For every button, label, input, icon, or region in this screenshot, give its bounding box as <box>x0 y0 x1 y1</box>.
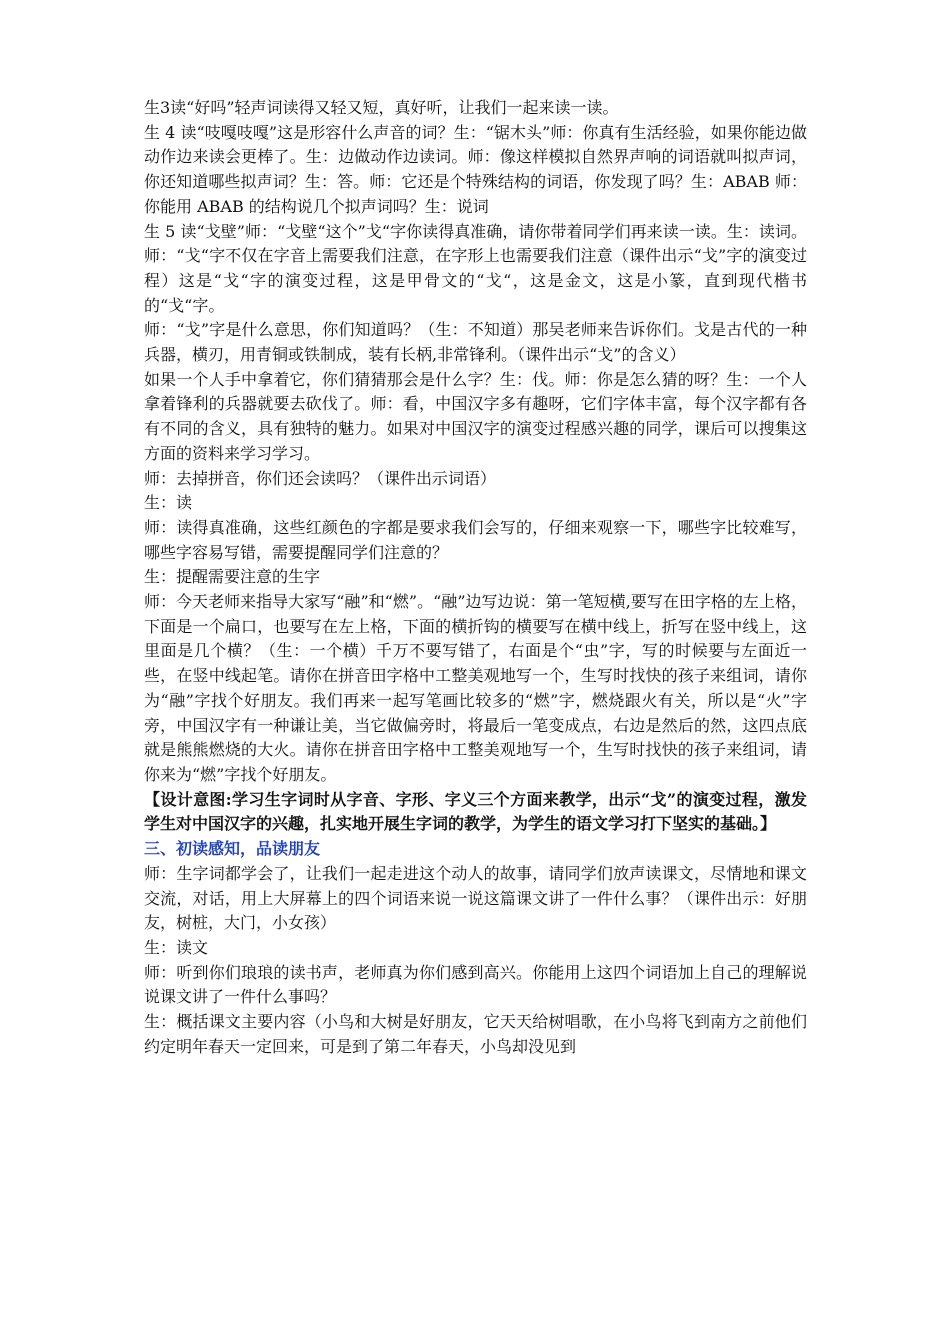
paragraph: 生：概括课文主要内容（小鸟和大树是好朋友，它天天给树唱歌，在小鸟将飞到南方之前他们约定明年春天一定回来，可是到了第二年春天，小鸟却没见到 <box>144 1012 807 1056</box>
paragraph: 生：读 <box>144 493 193 513</box>
paragraph: 如果一个人手中拿着它，你们猜猜那会是什么字？生：伐。师：你是怎么猜的呀？生：一个人拿着锋利的兵器就要去砍伐了。师：看，中国汉字多有趣呀，它们字体丰富，每个汉字都有各有不同的含义，具有独特的魅力。如果对中国汉字的演变过程感兴趣的同学，课后可以搜集这方面的资料来学习学习。 <box>144 369 807 463</box>
paragraph: 师：听到你们琅琅的读书声，老师真为你们感到高兴。你能用上这四个词语加上自己的理解说说课文讲了一件什么事吗？ <box>144 962 807 1007</box>
paragraph: 师：生字词都学会了，让我们一起走进这个动人的故事，请同学们放声读课文，尽情地和课文交流，对话，用上大屏幕上的四个词语来说一说这篇课文讲了一件什么事？（课件出示：好朋友，树桩，大门，小女孩） <box>144 863 807 933</box>
paragraph: 师：读得真准确，这些红颜色的字都是要求我们会写的，仔细来观察一下，哪些字比较难写，哪些字容易写错，需要提醒同学们注意的？ <box>144 517 807 562</box>
paragraph: 师：“戈”字是什么意思，你们知道吗？（生：不知道）那吴老师来告诉你们。戈是古代的一种兵器，横刃，用青铜或铁制成，装有长柄,非常锋利。（课件出示“戈”的含义） <box>144 320 807 365</box>
paragraph: 师：去掉拼音，你们还会读吗？（课件出示词语） <box>144 468 497 488</box>
paragraph: 生 5 读“戈壁”师：“戈壁“这个”戈“字你读得真准确，请你带着同学们再来读一读。生：读词。师：“戈“字不仅在字音上需要我们注意，在字形上也需要我们注意（课件出示“戈”字的演变过程）这是“戈“字的演变过程，这是甲骨文的“戈“，这是金文，这是小篆，直到现代楷书的“戈“字。 <box>144 221 807 315</box>
design-intent-note: 【设计意图:学习生字词时从字音、字形、字义三个方面来教学，出示“戈”的演变过程，激发学生对中国汉字的兴趣，扎实地开展生字词的教学，为学生的语文学习打下坚实的基础。】 <box>144 789 807 834</box>
paragraph: 生：提醒需要注意的生字 <box>144 567 321 587</box>
paragraph: 生 4 读“吱嘎吱嘎”这是形容什么声音的词？生：“锯木头”师：你真有生活经验，如果你能边做动作边来读会更棒了。生：边做动作边读词。师：像这样模拟自然界声响的词语就叫拟声词，你还知道哪些拟声词？生：答。师：它还是个特殊结构的词语，你发现了吗？生：ABAB 师：你能用 ABAB 的结构说几个拟声词吗？生：说词 <box>144 122 807 216</box>
paragraph: 生：读文 <box>144 937 209 957</box>
paragraph: 生3读“好吗”轻声词读得又轻又短，真好听，让我们一起来读一读。 <box>144 98 619 117</box>
paragraph: 师：今天老师来指导大家写“融”和“燃”。“融”边写边说：第一笔短横,要写在田字格的左上格，下面是一个扁口，也要写在左上格，下面的横折钩的横要写在横中线上，折写在竖中线上，这里面是几个横？（生：一个横）千万不要写错了，右面是个“虫”字，写的时候要与左面近一些，在竖中线起笔。请你在拼音田字格中工整美观地写一个，生写时找快的孩子来组词，请你为“融”字找个好朋友。我们再来一起写笔画比较多的“燃”字，燃烧跟火有关，所以是“火”字旁，中国汉字有一种谦让美，当它做偏旁时，将最后一笔变成点，右边是然后的然，这四点底就是熊熊燃烧的大火。请你在拼音田字格中工整美观地写一个，生写时找快的孩子来组词，请你来为“燃”字找个好朋友。 <box>144 592 807 784</box>
section-heading: 三、初读感知，品读朋友 <box>144 839 321 859</box>
